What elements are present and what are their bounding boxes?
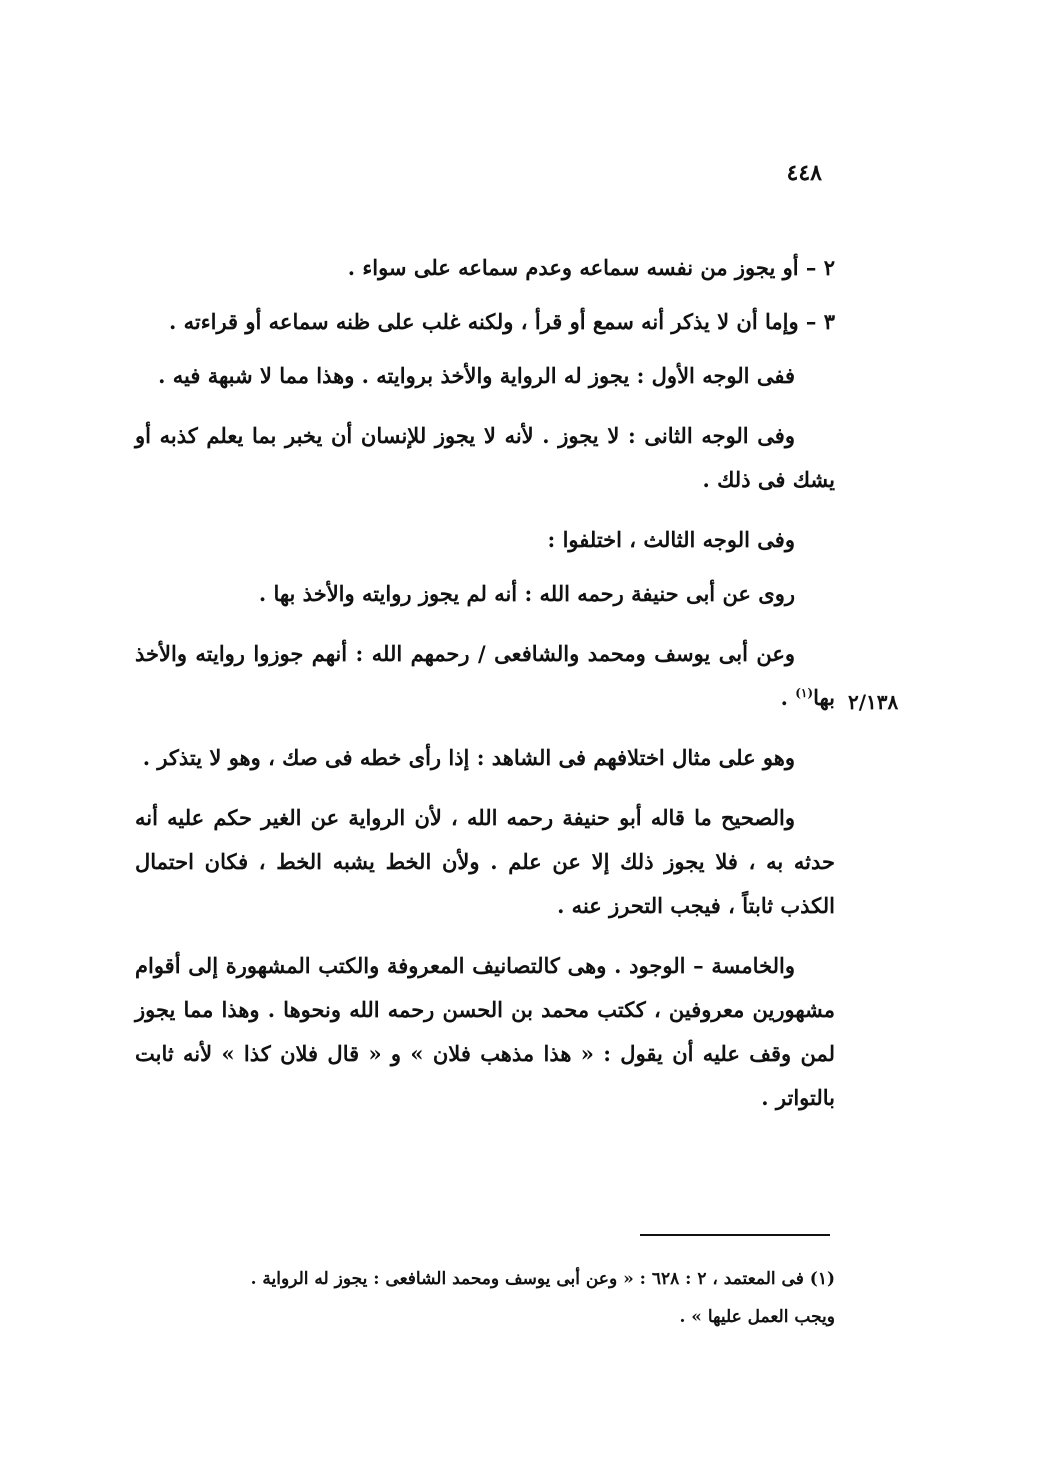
main-text (135, 246, 835, 1136)
paragraph-3: ففى الوجه الأول : يجوز له الرواية والأخذ بروايته . وهذا مما لا شبهة فيه . (158, 363, 795, 388)
margin-reference: ٢/١٣٨ (848, 690, 899, 714)
paragraph-7-end: . (780, 685, 796, 710)
footnote-1-line-1: (١) فى المعتمد ، ٢ : ٦٢٨ : « وعن أبى يوسف ومحمد الشافعى : يجوز له الرواية . (250, 1269, 835, 1289)
footnote-divider (640, 1234, 830, 1236)
footnote-1-line-2: ويجب العمل عليها » . (679, 1307, 835, 1327)
footnote-ref-1: (١) (795, 686, 814, 700)
paragraph-7 (135, 632, 835, 720)
paragraph-5: وفى الوجه الثالث ، اختلفوا : (547, 527, 795, 552)
page-number: ٤٤٨ (786, 160, 822, 186)
paragraph-2: ٣ – وإما أن لا يذكر أنه سمع أو قرأ ، ولكنه غلب على ظنه سماعه أو قراءته . (169, 309, 835, 334)
footnotes (135, 1260, 835, 1336)
paragraph-9: والصحيح ما قاله أبو حنيفة رحمه الله ، لأن الرواية عن الغير حكم عليه أنه حدثه به ، فلا يجوز ذلك إلا عن علم . ولأن الخط يشبه الخط ، فكان احتمال الكذب ثابتاً ، فيجب التحرز عنه . (135, 805, 835, 918)
paragraph-4: وفى الوجه الثانى : لا يجوز . لأنه لا يجوز للإنسان أن يخبر بما يعلم كذبه أو يشك فى ذلك . (135, 423, 835, 492)
paragraph-6: روى عن أبى حنيفة رحمه الله : أنه لم يجوز روايته والأخذ بها . (258, 581, 795, 606)
paragraph-7-text: وعن أبى يوسف ومحمد والشافعى / رحمهم الله : أنهم جوزوا روايته والأخذ بها (135, 641, 835, 710)
paragraph-1: ٢ – أو يجوز من نفسه سماعه وعدم سماعه على سواء . (347, 255, 835, 280)
paragraph-8: وهو على مثال اختلافهم فى الشاهد : إذا رأى خطه فى صك ، وهو لا يتذكر . (142, 745, 795, 770)
paragraph-10: والخامسة – الوجود . وهى كالتصانيف المعروفة والكتب المشهورة إلى أقوام مشهورين معروفين ، ككتب محمد بن الحسن رحمه الله ونحوها . وهذا مما يجوز لمن وقف عليه أن يقول : « هذا مذهب فلان » و « قال فلان كذا » لأنه ثابت بالتواتر . (135, 953, 835, 1110)
